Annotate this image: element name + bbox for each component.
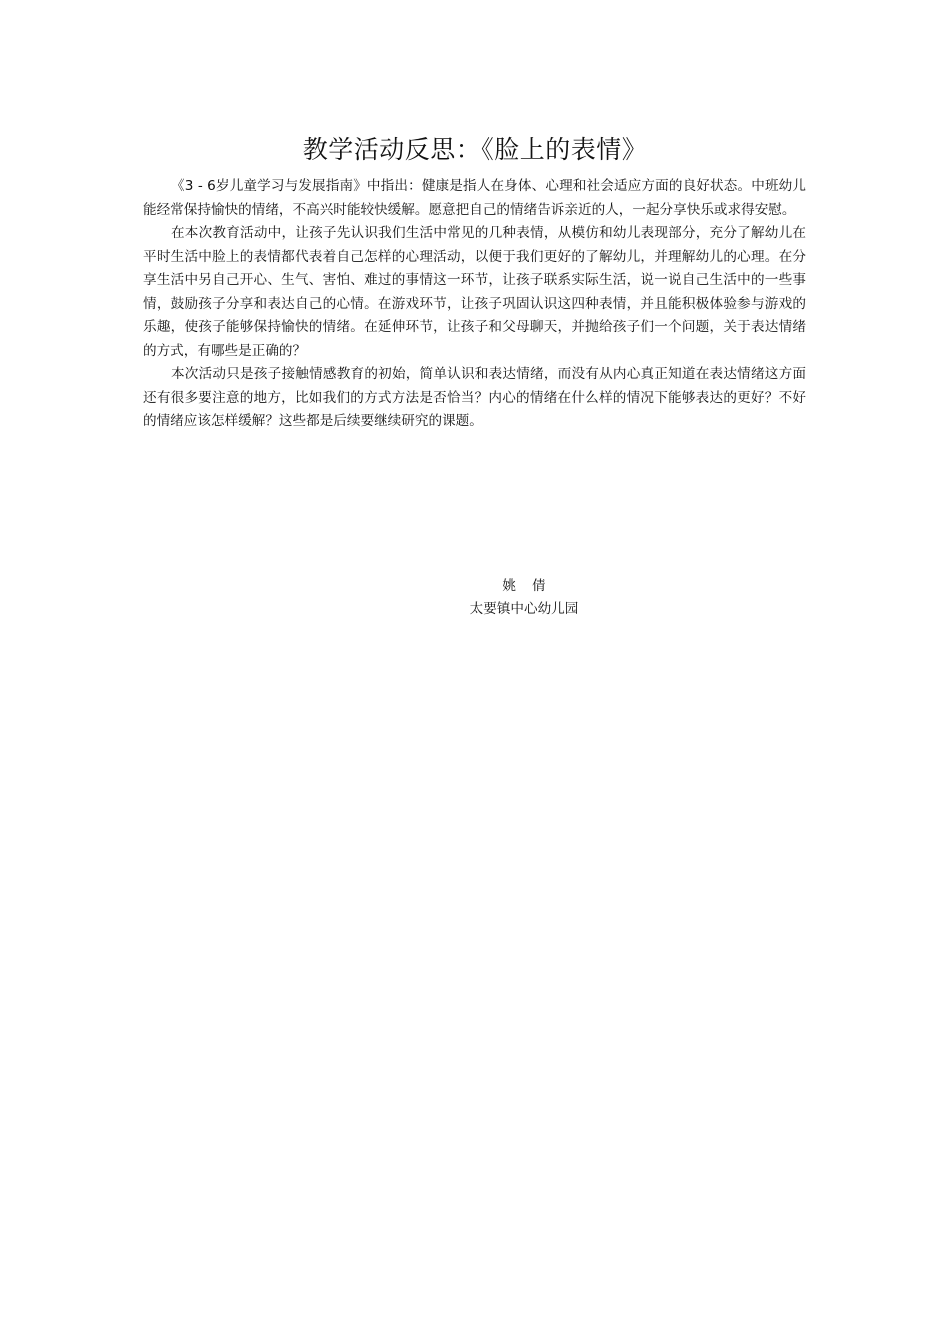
- author-name: 姚倩: [502, 578, 562, 594]
- signature-block: [0, 575, 950, 621]
- document-body: [143, 175, 806, 434]
- organization-name: 太要镇中心幼儿园: [469, 601, 579, 617]
- paragraph-2: 在本次教育活动中，让孩子先认识我们生活中常见的几种表情，从模仿和幼儿表现部分，充分了解幼儿在平时生活中脸上的表情都代表着自己怎样的心理活动，以便于我们更好的了解幼儿，并理解幼儿的心理。在分享生活中另自己开心、生气、害怕、难过的事情这一环节，让孩子联系实际生活，说一说自己生活中的一些事情，鼓励孩子分享和表达自己的心情。在游戏环节，让孩子巩固认识这四种表情，并且能积极体验参与游戏的乐趣，使孩子能够保持愉快的情绪。在延伸环节，让孩子和父母聊天，并抛给孩子们一个问题，关于表达情绪的方式，有哪些是正确的？: [143, 225, 806, 359]
- paragraph-1: 《3 - 6岁儿童学习与发展指南》中指出：健康是指人在身体、心理和社会适应方面的良好状态。中班幼儿能经常保持愉快的情绪，不高兴时能较快缓解。愿意把自己的情绪告诉亲近的人，一起分享快乐或求得安慰。: [143, 178, 806, 218]
- document-title: 教学活动反思：《脸上的表情》: [302, 135, 648, 164]
- paragraph-3: 本次活动只是孩子接触情感教育的初始，简单认识和表达情绪，而没有从内心真正知道在表达情绪这方面还有很多要注意的地方，比如我们的方式方法是否恰当？内心的情绪在什么样的情况下能够表达的更好？不好的情绪应该怎样缓解？这些都是后续要继续研究的课题。: [143, 366, 806, 429]
